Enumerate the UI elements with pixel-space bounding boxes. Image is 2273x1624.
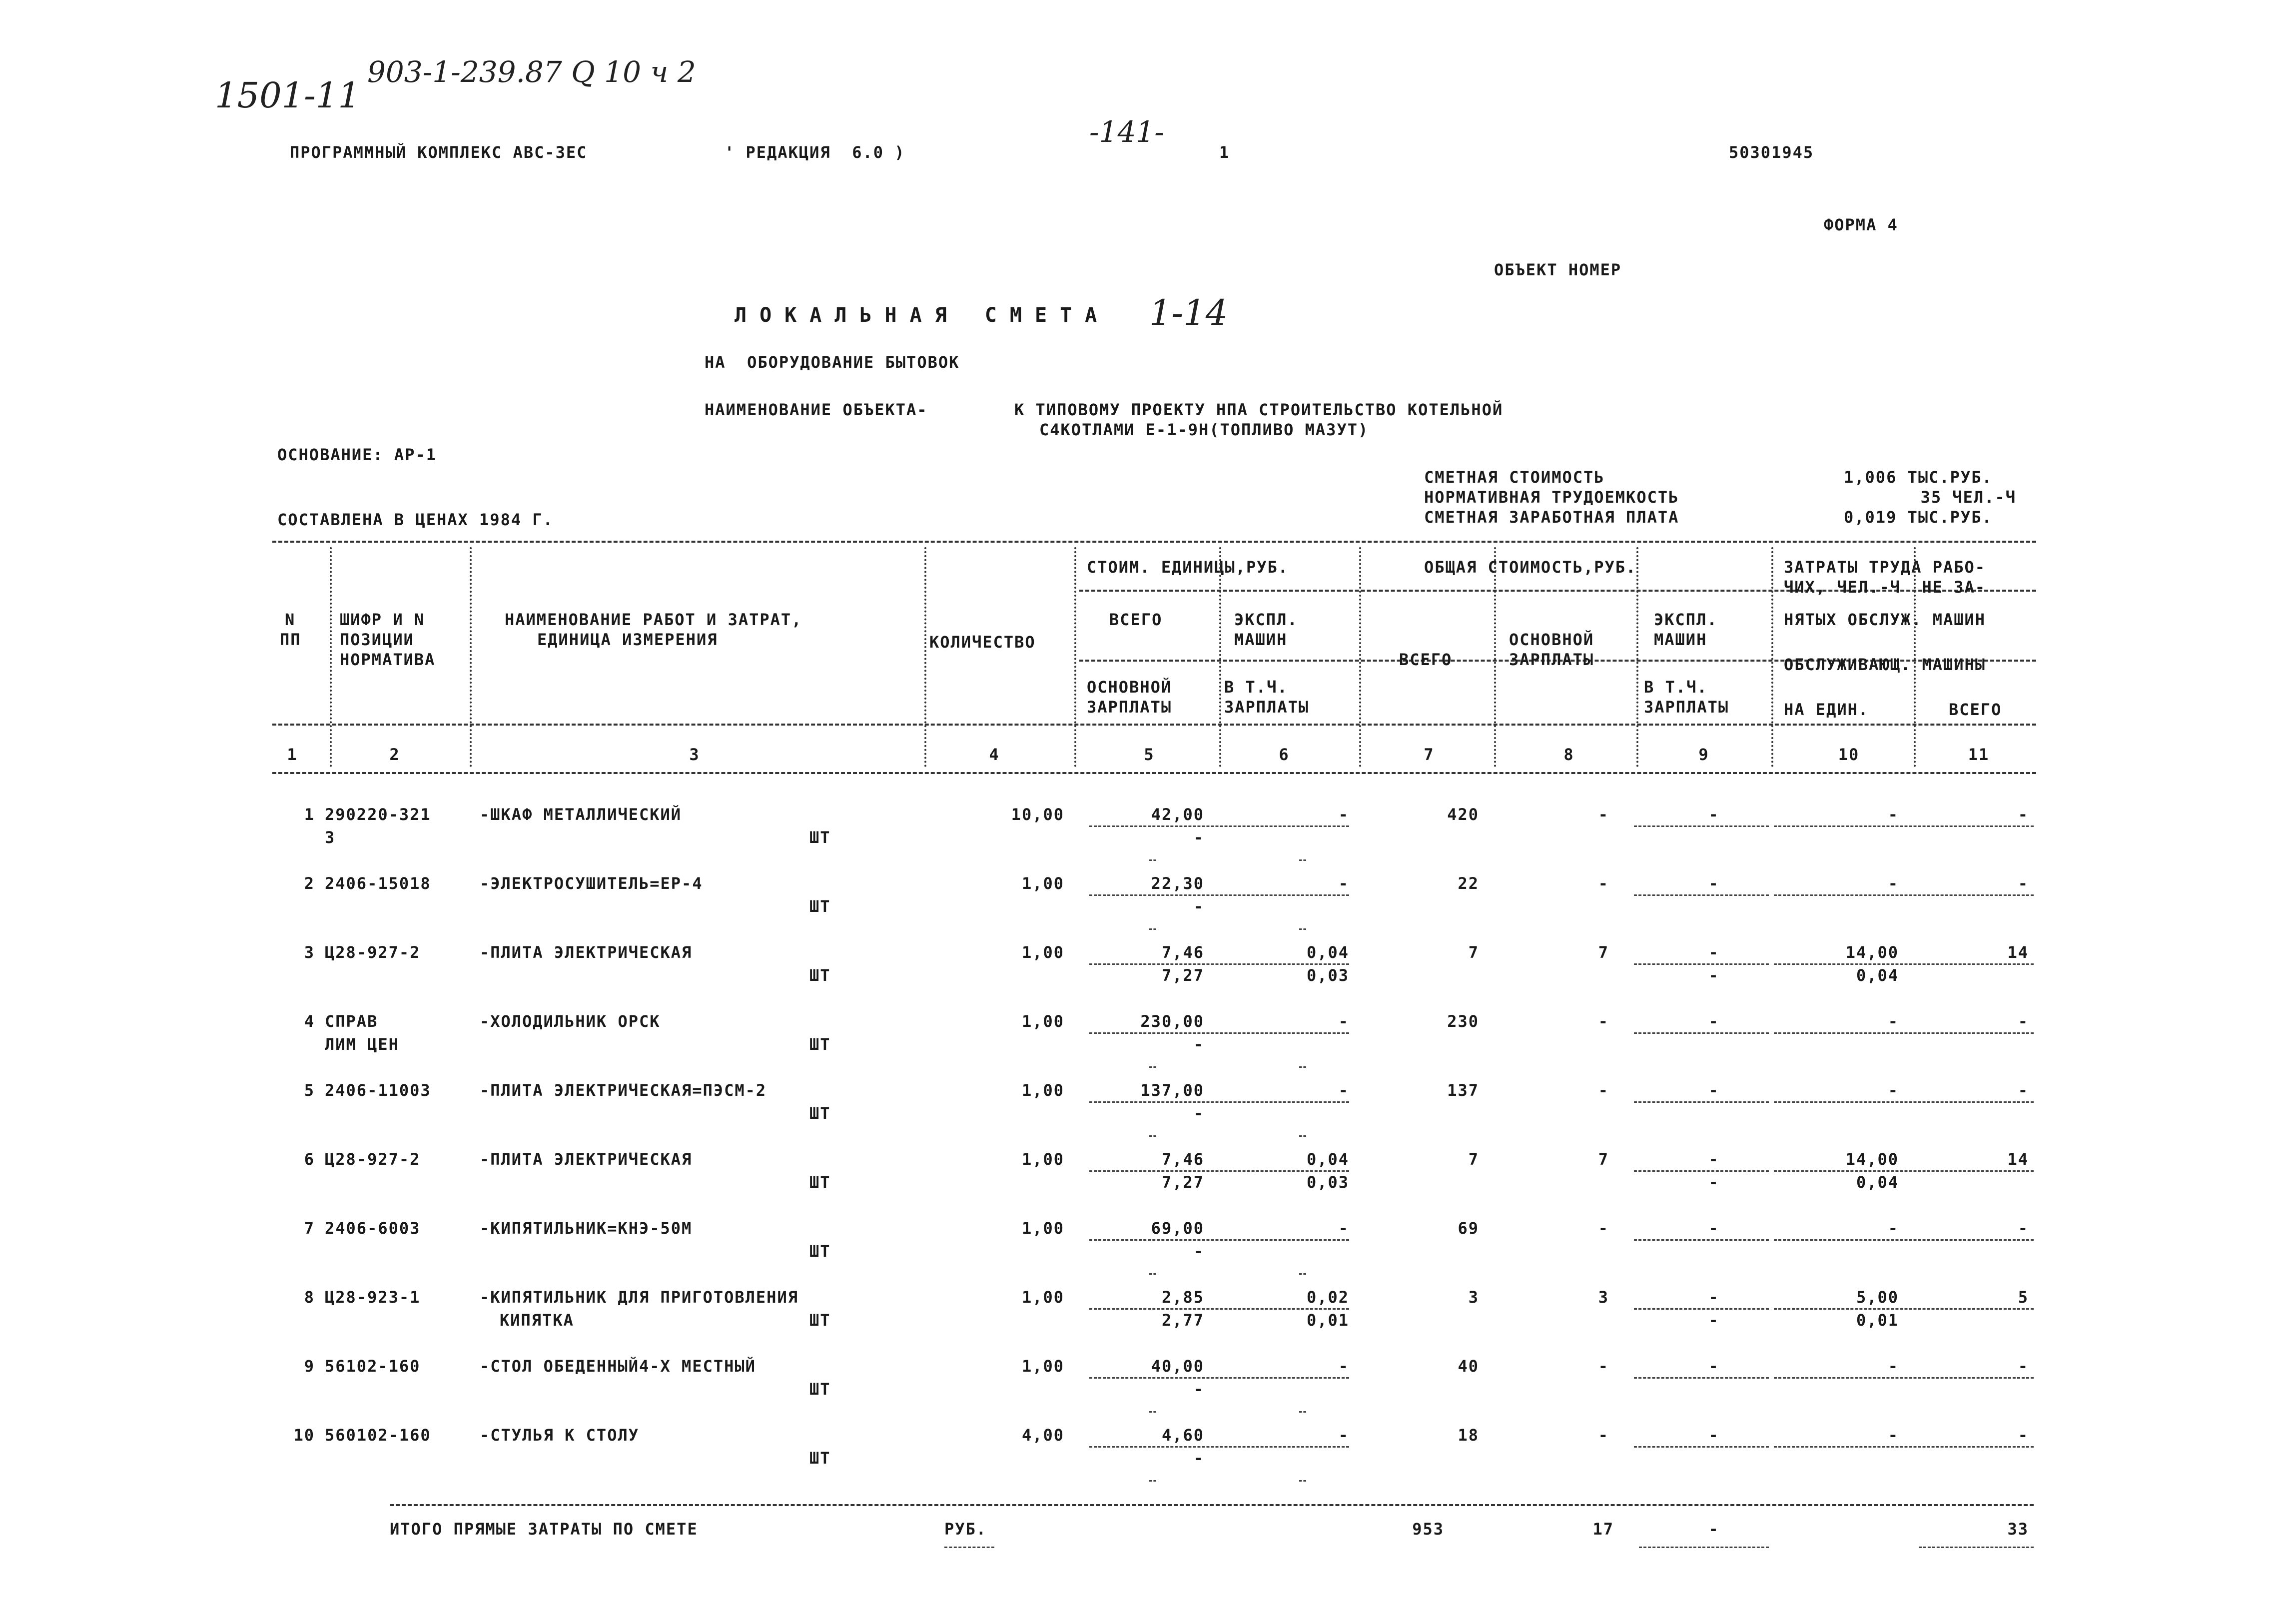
row-wage: - xyxy=(1598,874,1609,893)
row-labor-unit: - xyxy=(1888,874,1899,893)
row-qty: 1,00 xyxy=(1021,1081,1064,1100)
colnum-6: 6 xyxy=(1279,745,1290,764)
row-total: 230 xyxy=(1447,1012,1479,1031)
row-price-wage: 2,77 xyxy=(1161,1311,1204,1330)
sheet-number: 1 xyxy=(1219,143,1230,162)
summary-value-cost: 1,006 ТЫС.РУБ. xyxy=(1844,468,1993,487)
summary-value-labor: 35 ЧЕЛ.-Ч xyxy=(1920,488,2016,507)
hdr-code-1: ШИФР И N xyxy=(340,610,425,629)
summary-label-cost: СМЕТНАЯ СТОИМОСТЬ xyxy=(1424,468,1605,487)
row-wage: - xyxy=(1598,1081,1609,1100)
colnum-2: 2 xyxy=(389,745,400,764)
row-dash-marker xyxy=(1149,1411,1156,1413)
totals-unit-underline xyxy=(944,1547,994,1548)
row-underline xyxy=(1774,1101,2034,1103)
row-name: -ЭЛЕКТРОСУШИТЕЛЬ=ЕР-4 xyxy=(480,874,703,893)
column-separator xyxy=(1359,547,1361,767)
row-number: 6 xyxy=(304,1150,315,1169)
hdr-unit-total: ВСЕГО xyxy=(1109,610,1163,629)
column-separator xyxy=(1914,547,1916,767)
hdr-unit-wage-1: ОСНОВНОЙ xyxy=(1087,678,1172,697)
column-separator xyxy=(1636,547,1638,767)
row-wage: - xyxy=(1598,1219,1609,1238)
row-mach-wage: 0,03 xyxy=(1306,1173,1349,1192)
row-underline xyxy=(1774,894,2034,896)
row-total: 22 xyxy=(1458,874,1479,893)
row-mach: 0,04 xyxy=(1306,1150,1349,1169)
row-emach: - xyxy=(1708,1081,1719,1100)
row-code-line2: 3 xyxy=(325,828,336,847)
totals-labor-total: 33 xyxy=(2007,1520,2029,1539)
row-underline xyxy=(1634,1239,1769,1241)
hdr-unit-mach-2: МАШИН xyxy=(1234,630,1288,649)
row-code-line2: ЛИМ ЦЕН xyxy=(325,1035,399,1054)
row-code: СПРАВ xyxy=(325,1012,378,1031)
row-underline xyxy=(1774,1239,2034,1241)
column-separator xyxy=(1494,547,1496,767)
row-qty: 10,00 xyxy=(1011,805,1064,824)
hdr-unit-mach-wage-2: ЗАРПЛАТЫ xyxy=(1224,698,1310,717)
row-name: -ПЛИТА ЭЛЕКТРИЧЕСКАЯ xyxy=(480,1150,693,1169)
row-total: 40 xyxy=(1458,1357,1479,1376)
hdr-code-2: ПОЗИЦИИ xyxy=(340,630,414,649)
hdr-total-cost: ОБЩАЯ СТОИМОСТЬ,РУБ. xyxy=(1424,558,1637,577)
row-unit: ШТ xyxy=(809,1173,831,1192)
row-unit: ШТ xyxy=(809,1242,831,1261)
row-number: 7 xyxy=(304,1219,315,1238)
row-code: 560102-160 xyxy=(325,1426,431,1445)
row-emach: - xyxy=(1708,1150,1719,1169)
hdr-labor-unit: НА ЕДИН. xyxy=(1784,700,1869,719)
row-name-line2: КИПЯТКА xyxy=(500,1311,574,1330)
row-underline xyxy=(1634,1032,1769,1034)
edition: ' РЕДАКЦИЯ 6.0 ) xyxy=(725,143,905,162)
archive-number: 1501-11 xyxy=(215,75,360,116)
row-mach: - xyxy=(1338,1012,1349,1031)
hdr-total-mach-1: ЭКСПЛ. xyxy=(1654,610,1718,629)
row-dash-marker xyxy=(1299,859,1306,861)
object-name-line2: С4КОТЛАМИ Е-1-9Н(ТОПЛИВО МАЗУТ) xyxy=(1039,420,1369,439)
row-labor-unit: 5,00 xyxy=(1856,1288,1899,1307)
row-emach: - xyxy=(1708,1012,1719,1031)
row-mach: - xyxy=(1338,805,1349,824)
row-total: 7 xyxy=(1468,943,1479,962)
row-emach: - xyxy=(1708,1426,1719,1445)
totals-wage: 17 xyxy=(1592,1520,1614,1539)
row-number: 3 xyxy=(304,943,315,962)
row-price: 4,60 xyxy=(1161,1426,1204,1445)
row-qty: 1,00 xyxy=(1021,1150,1064,1169)
row-underline xyxy=(1089,1239,1349,1241)
row-dash-marker xyxy=(1149,1066,1156,1068)
row-name: -ПЛИТА ЭЛЕКТРИЧЕСКАЯ=ПЭСМ-2 xyxy=(480,1081,767,1100)
estimate-subject: НА ОБОРУДОВАНИЕ БЫТОВОК xyxy=(705,353,960,372)
row-emach: - xyxy=(1708,1288,1719,1307)
row-price: 7,46 xyxy=(1161,1150,1204,1169)
colnum-3: 3 xyxy=(689,745,700,764)
row-underline xyxy=(1774,963,2034,965)
column-separator xyxy=(1771,547,1773,767)
row-price-wage: - xyxy=(1193,897,1204,916)
estimate-title: ЛОКАЛЬНАЯ СМЕТА xyxy=(735,304,1110,327)
colnum-8: 8 xyxy=(1563,745,1574,764)
row-name: -КИПЯТИЛЬНИК=КНЭ-50М xyxy=(480,1219,693,1238)
row-underline xyxy=(1089,1170,1349,1172)
row-code: 2406-6003 xyxy=(325,1219,421,1238)
row-price: 230,00 xyxy=(1140,1012,1204,1031)
hdr-unit-wage-2: ЗАРПЛАТЫ xyxy=(1087,698,1172,717)
col-numbers-bottom-line xyxy=(272,772,2036,774)
summary-label-wage: СМЕТНАЯ ЗАРАБОТНАЯ ПЛАТА xyxy=(1424,508,1679,527)
row-number: 10 xyxy=(293,1426,315,1445)
row-number: 4 xyxy=(304,1012,315,1031)
totals-labor-underline xyxy=(1919,1547,2034,1548)
row-wage: 7 xyxy=(1598,1150,1609,1169)
row-unit: ШТ xyxy=(809,828,831,847)
row-emach: - xyxy=(1708,805,1719,824)
row-price-wage: - xyxy=(1193,1035,1204,1054)
hdr-no-1: N xyxy=(285,610,296,629)
row-unit: ШТ xyxy=(809,1104,831,1123)
row-underline xyxy=(1634,1377,1769,1379)
totals-unit: РУБ. xyxy=(944,1520,987,1539)
row-underline xyxy=(1089,825,1349,827)
colnum-10: 10 xyxy=(1838,745,1860,764)
row-labor-unit-line2: 0,04 xyxy=(1856,966,1899,985)
row-name: -ШКАФ МЕТАЛЛИЧЕСКИЙ xyxy=(480,805,682,824)
row-underline xyxy=(1634,1170,1769,1172)
document-code: 50301945 xyxy=(1729,143,1814,162)
hdr-total-all: ВСЕГО xyxy=(1399,650,1453,669)
form-number: ФОРМА 4 xyxy=(1824,215,1898,234)
row-labor-unit: - xyxy=(1888,805,1899,824)
row-dash-marker xyxy=(1149,928,1156,930)
row-labor-unit: - xyxy=(1888,1426,1899,1445)
row-price: 137,00 xyxy=(1140,1081,1204,1100)
row-dash-marker xyxy=(1149,859,1156,861)
hdr-unit-mach-wage-1: В Т.Ч. xyxy=(1224,678,1288,697)
row-underline xyxy=(1089,1377,1349,1379)
compiled-prices: СОСТАВЛЕНА В ЦЕНАХ 1984 Г. xyxy=(277,510,554,529)
colnum-4: 4 xyxy=(989,745,1000,764)
row-price-wage: 7,27 xyxy=(1161,1173,1204,1192)
row-unit: ШТ xyxy=(809,966,831,985)
hdr-labor-3: НЯТЫХ ОБСЛУЖ. МАШИН xyxy=(1784,610,1986,629)
row-number: 8 xyxy=(304,1288,315,1307)
row-price: 2,85 xyxy=(1161,1288,1204,1307)
row-dash-marker xyxy=(1149,1273,1156,1275)
hdr-labor-1: ЗАТРАТЫ ТРУДА РАБО- xyxy=(1784,558,1986,577)
row-labor-unit: - xyxy=(1888,1012,1899,1031)
row-price: 40,00 xyxy=(1151,1357,1204,1376)
colnum-5: 5 xyxy=(1144,745,1155,764)
row-underline xyxy=(1089,1446,1349,1448)
row-wage: - xyxy=(1598,805,1609,824)
row-qty: 4,00 xyxy=(1021,1426,1064,1445)
hdr-total-mach-2: МАШИН xyxy=(1654,630,1707,649)
row-labor-total: - xyxy=(2018,1081,2029,1100)
row-underline xyxy=(1089,1308,1349,1310)
row-labor-unit: - xyxy=(1888,1357,1899,1376)
hdr-no-2: ПП xyxy=(280,630,301,649)
row-total: 3 xyxy=(1468,1288,1479,1307)
column-separator xyxy=(924,547,926,767)
row-price-wage: - xyxy=(1193,828,1204,847)
row-price: 42,00 xyxy=(1151,805,1204,824)
row-mach-wage: 0,03 xyxy=(1306,966,1349,985)
row-wage: 7 xyxy=(1598,943,1609,962)
row-number: 1 xyxy=(304,805,315,824)
row-code: 290220-321 xyxy=(325,805,431,824)
row-qty: 1,00 xyxy=(1021,943,1064,962)
summary-value-wage: 0,019 ТЫС.РУБ. xyxy=(1844,508,1993,527)
totals-emach: - xyxy=(1708,1520,1719,1539)
row-wage: 3 xyxy=(1598,1288,1609,1307)
row-emach: - xyxy=(1708,1357,1719,1376)
row-number: 9 xyxy=(304,1357,315,1376)
row-underline xyxy=(1774,1308,2034,1310)
row-dash-marker xyxy=(1299,1480,1306,1482)
totals-total: 953 xyxy=(1412,1520,1444,1539)
row-labor-total: - xyxy=(2018,874,2029,893)
row-labor-total: - xyxy=(2018,805,2029,824)
row-underline xyxy=(1089,894,1349,896)
row-dash-marker xyxy=(1299,1411,1306,1413)
row-total: 7 xyxy=(1468,1150,1479,1169)
page-number: -141- xyxy=(1089,115,1164,149)
column-separator xyxy=(1074,547,1076,767)
row-dash-marker xyxy=(1149,1480,1156,1482)
totals-emach-underline xyxy=(1639,1547,1769,1548)
hdr-unit-cost: СТОИМ. ЕДИНИЦЫ,РУБ. xyxy=(1087,558,1289,577)
row-underline xyxy=(1089,1032,1349,1034)
row-name: -СТУЛЬЯ К СТОЛУ xyxy=(480,1426,639,1445)
row-name: -СТОЛ ОБЕДЕННЫЙ4-Х МЕСТНЫЙ xyxy=(480,1357,756,1376)
row-wage: - xyxy=(1598,1012,1609,1031)
program-name: ПРОГРАММНЫЙ КОМПЛЕКС АВС-3ЕС xyxy=(290,143,588,162)
row-number: 5 xyxy=(304,1081,315,1100)
hdr-unit-mach-1: ЭКСПЛ. xyxy=(1234,610,1298,629)
column-separator xyxy=(470,547,472,767)
column-separator xyxy=(1219,547,1221,767)
row-wage: - xyxy=(1598,1357,1609,1376)
row-labor-unit: 14,00 xyxy=(1845,943,1899,962)
row-labor-total: - xyxy=(2018,1219,2029,1238)
row-qty: 1,00 xyxy=(1021,1288,1064,1307)
row-underline xyxy=(1089,1101,1349,1103)
row-dash-marker xyxy=(1299,1135,1306,1137)
row-code: Ц28-927-2 xyxy=(325,1150,421,1169)
row-qty: 1,00 xyxy=(1021,1012,1064,1031)
row-labor-unit-line2: 0,01 xyxy=(1856,1311,1899,1330)
row-underline xyxy=(1774,1446,2034,1448)
row-dash-marker xyxy=(1299,1273,1306,1275)
row-name: -КИПЯТИЛЬНИК ДЛЯ ПРИГОТОВЛЕНИЯ xyxy=(480,1288,798,1307)
column-separator xyxy=(330,547,332,767)
colnum-1: 1 xyxy=(287,745,298,764)
row-labor-total: 14 xyxy=(2007,1150,2029,1169)
row-emach-wage: - xyxy=(1708,966,1719,985)
hdr-labor-total: ВСЕГО xyxy=(1949,700,2002,719)
row-unit: ШТ xyxy=(809,1035,831,1054)
row-mach: 0,04 xyxy=(1306,943,1349,962)
row-price: 69,00 xyxy=(1151,1219,1204,1238)
row-total: 69 xyxy=(1458,1219,1479,1238)
row-dash-marker xyxy=(1299,928,1306,930)
hdr-total-wage-1: ОСНОВНОЙ xyxy=(1509,630,1594,649)
row-labor-unit-line2: 0,04 xyxy=(1856,1173,1899,1192)
row-wage: - xyxy=(1598,1426,1609,1445)
hdr-name-1: НАИМЕНОВАНИЕ РАБОТ И ЗАТРАТ, xyxy=(505,610,802,629)
hdr-total-mach-wage-2: ЗАРПЛАТЫ xyxy=(1644,698,1729,717)
row-underline xyxy=(1774,1170,2034,1172)
totals-top-line xyxy=(390,1504,2034,1506)
row-underline xyxy=(1634,825,1769,827)
row-qty: 1,00 xyxy=(1021,1219,1064,1238)
row-underline xyxy=(1774,825,2034,827)
row-underline xyxy=(1634,894,1769,896)
colnum-7: 7 xyxy=(1424,745,1435,764)
object-number-label: ОБЪЕКТ НОМЕР xyxy=(1494,260,1622,279)
row-labor-unit: - xyxy=(1888,1081,1899,1100)
row-labor-unit: - xyxy=(1888,1219,1899,1238)
row-price-wage: 7,27 xyxy=(1161,966,1204,985)
summary-label-labor: НОРМАТИВНАЯ ТРУДОЕМКОСТЬ xyxy=(1424,488,1679,507)
row-number: 2 xyxy=(304,874,315,893)
row-price-wage: - xyxy=(1193,1242,1204,1261)
row-unit: ШТ xyxy=(809,1449,831,1468)
hdr-total-wage-2: ЗАРПЛАТЫ xyxy=(1509,650,1594,669)
row-underline xyxy=(1089,963,1349,965)
row-emach: - xyxy=(1708,1219,1719,1238)
row-unit: ШТ xyxy=(809,897,831,916)
row-underline xyxy=(1634,1446,1769,1448)
row-emach-wage: - xyxy=(1708,1311,1719,1330)
row-code: Ц28-923-1 xyxy=(325,1288,421,1307)
row-unit: ШТ xyxy=(809,1311,831,1330)
row-mach: - xyxy=(1338,1426,1349,1445)
row-mach-wage: 0,01 xyxy=(1306,1311,1349,1330)
row-labor-total: 14 xyxy=(2007,943,2029,962)
estimate-handwritten-number: 1-14 xyxy=(1149,292,1228,333)
project-code: 903-1-239.87 Q 10 ч 2 xyxy=(367,55,696,89)
row-underline xyxy=(1634,1308,1769,1310)
row-mach: - xyxy=(1338,1357,1349,1376)
colnum-11: 11 xyxy=(1968,745,1990,764)
row-labor-unit: 14,00 xyxy=(1845,1150,1899,1169)
header-top-line xyxy=(272,541,2036,543)
row-underline xyxy=(1774,1032,2034,1034)
row-labor-total: - xyxy=(2018,1012,2029,1031)
object-name-label: НАИМЕНОВАНИЕ ОБЪЕКТА- xyxy=(705,400,928,419)
colnum-9: 9 xyxy=(1698,745,1709,764)
hdr-code-3: НОРМАТИВА xyxy=(340,650,436,669)
hdr-qty: КОЛИЧЕСТВО xyxy=(929,633,1036,652)
row-underline xyxy=(1634,963,1769,965)
row-total: 18 xyxy=(1458,1426,1479,1445)
row-mach: 0,02 xyxy=(1306,1288,1349,1307)
row-price-wage: - xyxy=(1193,1104,1204,1123)
row-price-wage: - xyxy=(1193,1449,1204,1468)
row-unit: ШТ xyxy=(809,1380,831,1399)
row-price: 7,46 xyxy=(1161,943,1204,962)
row-mach: - xyxy=(1338,1219,1349,1238)
row-labor-total: - xyxy=(2018,1357,2029,1376)
basis: ОСНОВАНИЕ: АР-1 xyxy=(277,445,437,464)
row-dash-marker xyxy=(1149,1135,1156,1137)
row-name: -ХОЛОДИЛЬНИК ОРСК xyxy=(480,1012,661,1031)
row-code: 56102-160 xyxy=(325,1357,421,1376)
hdr-total-mach-wage-1: В Т.Ч. xyxy=(1644,678,1708,697)
hdr-name-2: ЕДИНИЦА ИЗМЕРЕНИЯ xyxy=(537,630,718,649)
object-name-line1: К ТИПОВОМУ ПРОЕКТУ НПА СТРОИТЕЛЬСТВО КОТЕЛЬНОЙ xyxy=(1014,400,1504,419)
row-labor-total: 5 xyxy=(2018,1288,2029,1307)
row-code: Ц28-927-2 xyxy=(325,943,421,962)
row-total: 420 xyxy=(1447,805,1479,824)
row-emach-wage: - xyxy=(1708,1173,1719,1192)
row-price: 22,30 xyxy=(1151,874,1204,893)
hdr-labor-2: ЧИХ, ЧЕЛ.-Ч НЕ ЗА- xyxy=(1784,578,1986,597)
row-mach: - xyxy=(1338,874,1349,893)
row-emach: - xyxy=(1708,874,1719,893)
row-name: -ПЛИТА ЭЛЕКТРИЧЕСКАЯ xyxy=(480,943,693,962)
totals-label: ИТОГО ПРЯМЫЕ ЗАТРАТЫ ПО СМЕТЕ xyxy=(390,1520,698,1539)
row-mach: - xyxy=(1338,1081,1349,1100)
row-labor-total: - xyxy=(2018,1426,2029,1445)
hdr-labor-4: ОБСЛУЖИВАЮЩ. МАШИНЫ xyxy=(1784,655,1986,674)
row-emach: - xyxy=(1708,943,1719,962)
row-dash-marker xyxy=(1299,1066,1306,1068)
row-code: 2406-11003 xyxy=(325,1081,431,1100)
row-code: 2406-15018 xyxy=(325,874,431,893)
row-qty: 1,00 xyxy=(1021,874,1064,893)
row-total: 137 xyxy=(1447,1081,1479,1100)
row-qty: 1,00 xyxy=(1021,1357,1064,1376)
row-price-wage: - xyxy=(1193,1380,1204,1399)
row-underline xyxy=(1774,1377,2034,1379)
row-underline xyxy=(1634,1101,1769,1103)
